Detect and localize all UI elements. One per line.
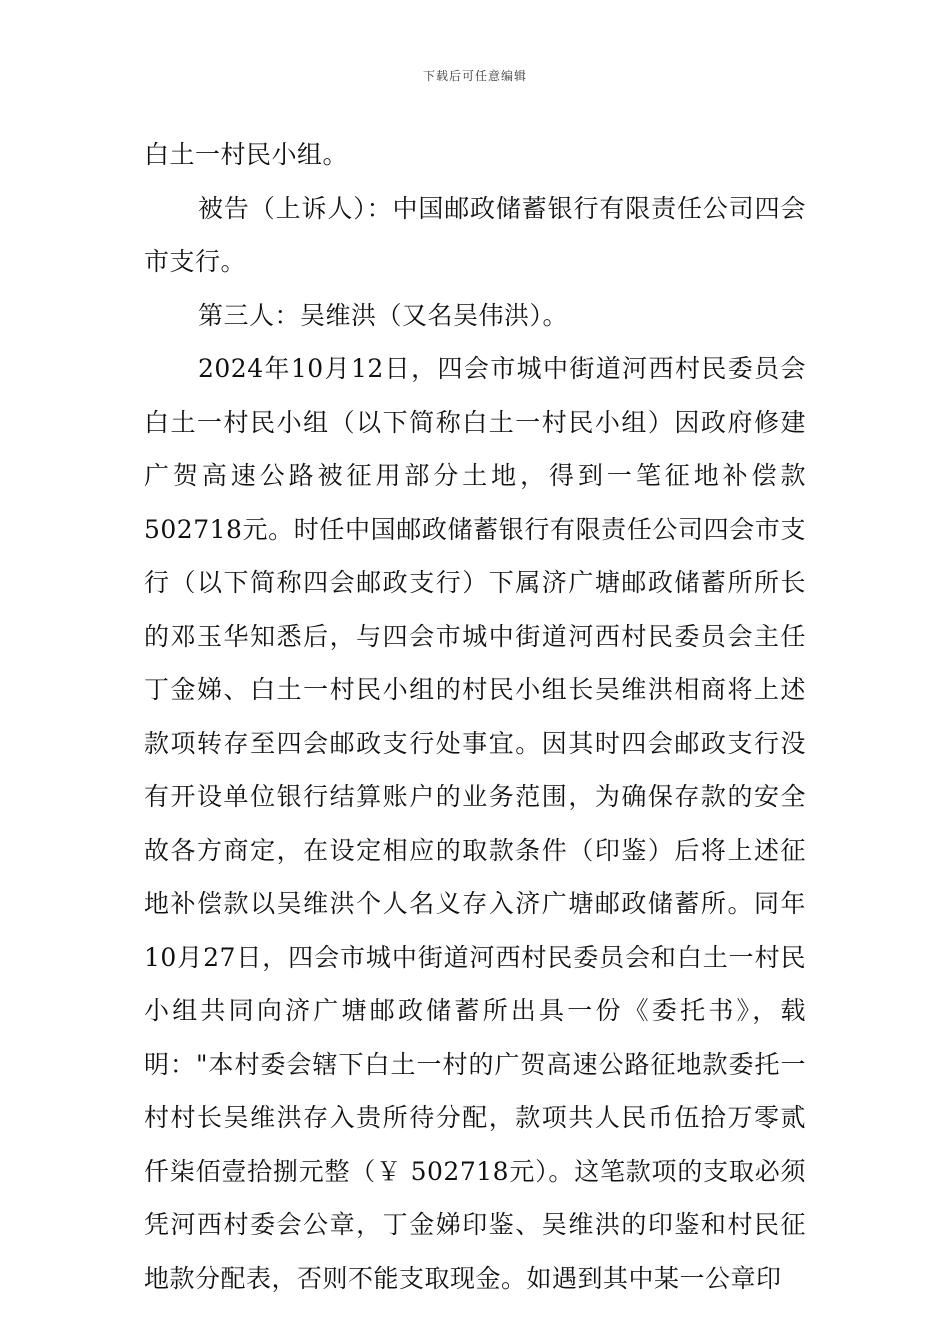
paragraph-plaintiff-continuation: 白土一村民小组。 xyxy=(144,140,349,169)
paragraph-third-party: 第三人：吴维洪（又名吴伟洪）。 xyxy=(198,300,569,330)
paragraph-case-facts: 2024年10月12日，四会市城中街道河西村民委员会白土一村民小组（以下简称白土一村民小组）因政府修建广贺高速公路被征用部分土地，得到一笔征地补偿款502718元。时任中国邮政储蓄银行有限责任公司四会市支行（以下简称四会邮政支行）下属济广塘邮政储蓄所所长的邓玉华知悉后，与四会市城中街道河西村民委员会主任丁金娣、白土一村民小组的村民小组长吴维洪相商将上述款项转存至四会邮政支行处事宜。因其时四会邮政支行没有开设单位银行结算账户的业务范围，为确保存款的安全故各方商定，在设定相应的取款条件（印鉴）后将上述征地补偿款以吴维洪个人名义存入济广塘邮政储蓄所。同年10月27日，四会市城中街道河西村民委员会和白土一村民小组共同向济广塘邮政储蓄所出具一份《委托书》，载明："本村委会辖下白土一村的广贺高速公路征地款委托一村村长吴维洪存入贵所待分配，款项共人民币伍拾万零贰仟柒佰壹拾捌元整（￥ 502718元）。这笔款项的支取必须凭河西村委会公章，丁金娣印鉴、吴维洪的印鉴和村民征地款分配表，否则不能支取现金。如遇到其中某一公章印 xyxy=(144,354,806,1293)
header-note: 下载后可任意编辑 xyxy=(422,69,527,83)
document-body xyxy=(144,128,806,1305)
paragraph-defendant: 被告（上诉人）：中国邮政储蓄银行有限责任公司四会市支行。 xyxy=(144,193,806,276)
